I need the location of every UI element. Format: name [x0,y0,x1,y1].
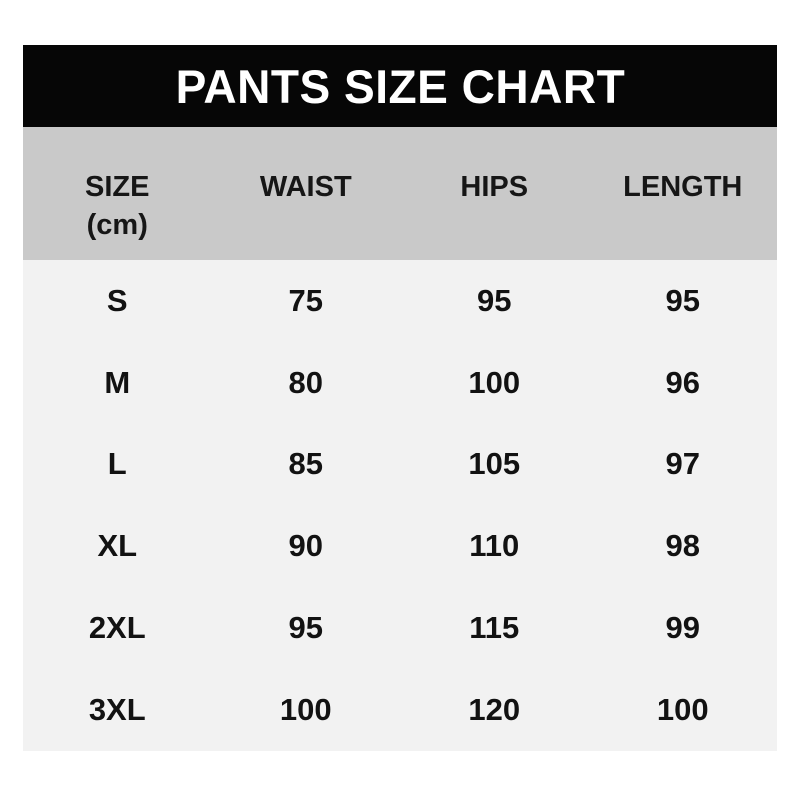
cell-waist-value: 90 [288,528,323,564]
cell-hips-value: 105 [468,446,521,482]
cell-waist-value: 100 [279,691,332,727]
cell-hips-value: 115 [469,610,520,646]
table-body [23,260,777,751]
cell-length-value: 95 [665,282,700,318]
cell-size-label: S [106,282,128,318]
cell-hips-value: 110 [469,528,520,564]
header-label-waist: WAIST [259,171,352,203]
cell-waist-value: 75 [288,282,323,318]
chart-title-bar [23,45,777,127]
table-row [23,342,777,424]
cell-length-value: 100 [656,691,709,727]
cell-waist-value: 85 [288,446,323,482]
table-row [23,505,777,587]
cell-size-label: L [107,446,127,482]
header-cell-size [23,127,212,260]
table-header-row [23,127,777,260]
cell-hips-value: 120 [468,691,521,727]
cell-hips-value: 95 [477,282,512,318]
header-sublabel-size-unit: (cm) [86,209,148,241]
cell-length-value: 97 [665,446,700,482]
table-row [23,587,777,669]
cell-waist-value: 95 [288,610,323,646]
pants-size-chart [23,45,777,751]
cell-length-value: 98 [665,528,700,564]
chart-title: PANTS SIZE CHART [175,59,625,113]
cell-length-value: 96 [665,364,700,400]
cell-length-value: 99 [665,610,700,646]
header-cell-length [589,127,778,260]
table-row [23,424,777,506]
header-cell-waist [212,127,401,260]
table-row [23,669,777,751]
cell-waist-value: 80 [288,364,323,400]
cell-size-label: 3XL [88,691,146,727]
header-label-hips: HIPS [460,171,529,203]
cell-size-label: M [104,364,131,400]
cell-size-label: 2XL [88,610,146,646]
cell-hips-value: 100 [468,364,521,400]
header-cell-hips [400,127,589,260]
header-label-size: SIZE [85,171,150,203]
header-label-length: LENGTH [623,171,743,203]
table-row [23,260,777,342]
cell-size-label: XL [97,528,138,564]
